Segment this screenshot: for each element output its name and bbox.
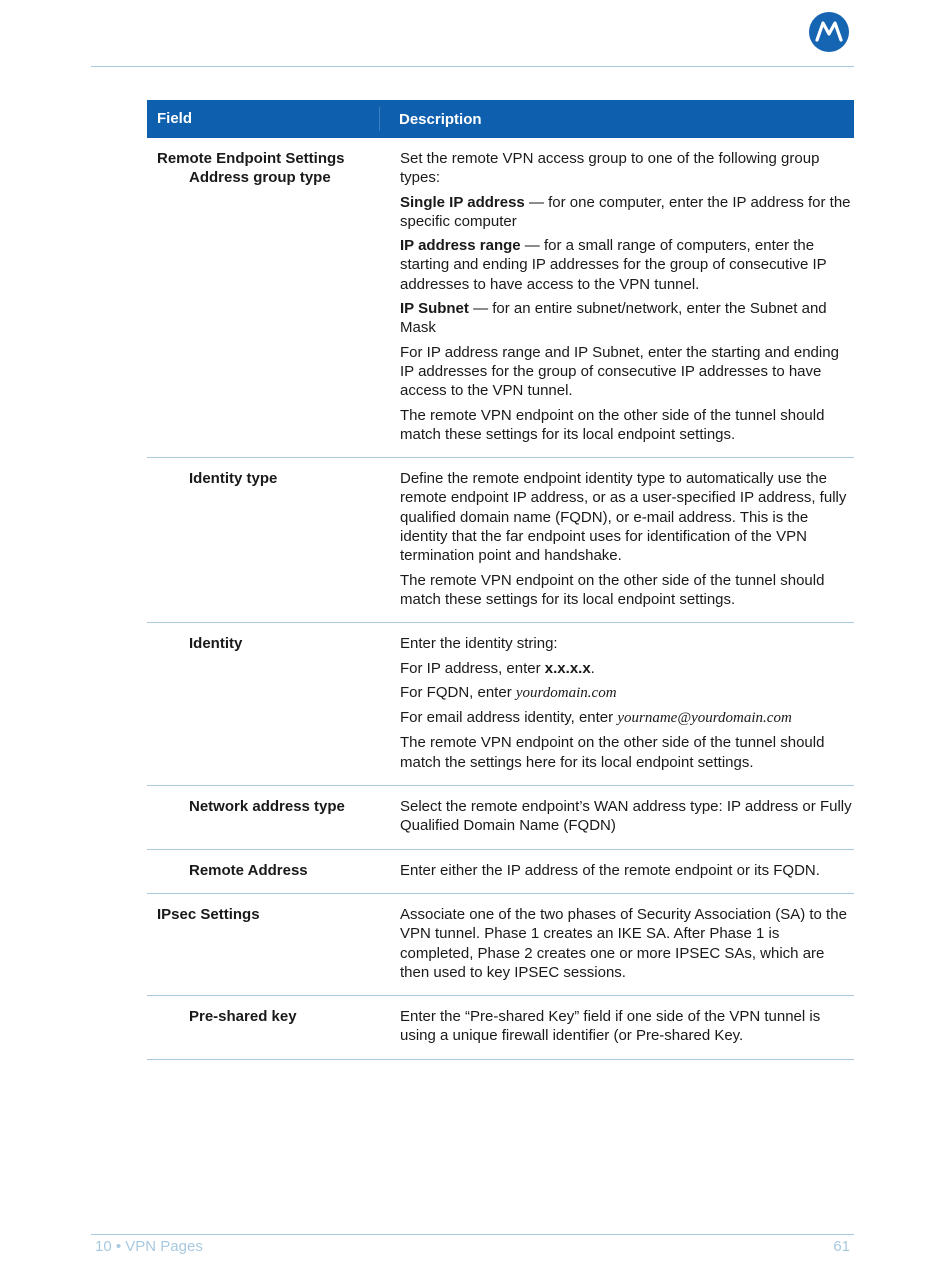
table-row: [147, 850, 854, 894]
description-text: For IP address range and IP Subnet, enter the starting and ending IP addresses for the group of consecutive IP addresses to have access to the VPN tunnel.: [400, 343, 839, 400]
field-label: Remote Endpoint Settings: [157, 150, 345, 167]
description-text: [400, 683, 854, 703]
table-row: [147, 623, 854, 786]
description-text: Select the remote endpoint’s WAN address type: IP address or Fully Qualified Domain Name (FQDN): [400, 798, 852, 835]
table-row: [147, 138, 854, 458]
term-text: For IP address, enter: [400, 659, 545, 677]
description-text: [400, 193, 854, 232]
term-text: — for a small range of computers, enter the starting and ending IP addresses for the group of consecutive IP addresses to have access to the VPN tunnel.: [400, 237, 827, 293]
field-label: Remote Address: [189, 861, 308, 879]
field-label: Identity: [189, 635, 243, 653]
term-text: For email address identity, enter: [400, 709, 618, 727]
term-text: .: [590, 659, 595, 677]
description-text: The remote VPN endpoint on the other side of the tunnel should match the settings here for its local endpoint settings.: [400, 734, 825, 771]
description-text: The remote VPN endpoint on the other side of the tunnel should match these settings for its local endpoint settings.: [400, 571, 825, 608]
footer-divider: [91, 1234, 854, 1235]
term: IP address range: [400, 237, 521, 255]
description-text: [400, 236, 854, 294]
description-text: Set the remote VPN access group to one of the following group types:: [400, 150, 820, 187]
description-cell: [400, 861, 854, 880]
table-header: [147, 100, 854, 138]
example-value: yourdomain.com: [515, 684, 617, 701]
field-description-table: [147, 100, 854, 1060]
field-label: IPsec Settings: [157, 905, 260, 923]
field-label: Network address type: [189, 798, 345, 816]
field-sublabel: Address group type: [189, 169, 331, 186]
term: x.x.x.x: [544, 659, 591, 677]
description-cell: [400, 634, 854, 772]
table-row: [147, 458, 854, 623]
example-value: yourname@yourdomain.com: [617, 710, 792, 727]
table-row: [147, 996, 854, 1060]
description-text: [400, 659, 854, 678]
term-text: For FQDN, enter: [400, 683, 516, 701]
table-row: [147, 894, 854, 996]
term: IP Subnet: [400, 300, 469, 318]
term-text: — for an entire subnet/network, enter the Subnet and Mask: [400, 300, 827, 337]
column-header-description: Description: [399, 110, 482, 128]
footer-section-title: 10 • VPN Pages: [95, 1238, 203, 1255]
description-cell: [400, 469, 854, 609]
description-text: Define the remote endpoint identity type to automatically use the remote endpoint IP address, or as a user-specified IP address, fully qualified domain name (FQDN), or e-mail address. This is the identity that the far endpoint uses for identification of the VPN termination point and handshake.: [400, 470, 847, 565]
description-cell: [400, 797, 854, 836]
description-text: [400, 708, 854, 728]
header-divider: [91, 66, 854, 67]
column-header-field: Field: [147, 107, 380, 131]
field-label: Identity type: [189, 470, 278, 488]
description-text: The remote VPN endpoint on the other side of the tunnel should match these settings for its local endpoint settings.: [400, 406, 825, 443]
term: Single IP address: [400, 193, 525, 211]
description-cell: [400, 905, 854, 982]
description-cell: [400, 1007, 854, 1046]
motorola-logo-icon: [809, 12, 849, 52]
field-label: Pre-shared key: [189, 1008, 297, 1026]
description-text: Enter either the IP address of the remote endpoint or its FQDN.: [400, 861, 820, 879]
field-cell: [147, 149, 400, 444]
page-number: 61: [833, 1238, 850, 1255]
description-text: Enter the identity string:: [400, 635, 558, 653]
description-text: Associate one of the two phases of Security Association (SA) to the VPN tunnel. Phase 1 creates an IKE SA. After Phase 1 is completed, Phase 2 creates one or more IPSEC SAs, which are then used to key IPSEC sessions.: [400, 905, 847, 981]
term-text: — for one computer, enter the IP address for the specific computer: [400, 193, 851, 230]
description-text: Enter the “Pre-shared Key” field if one side of the VPN tunnel is using a unique firewall identifier (or Pre-shared Key.: [400, 1008, 821, 1045]
description-text: [400, 299, 854, 338]
description-cell: [400, 149, 854, 444]
table-row: [147, 786, 854, 850]
